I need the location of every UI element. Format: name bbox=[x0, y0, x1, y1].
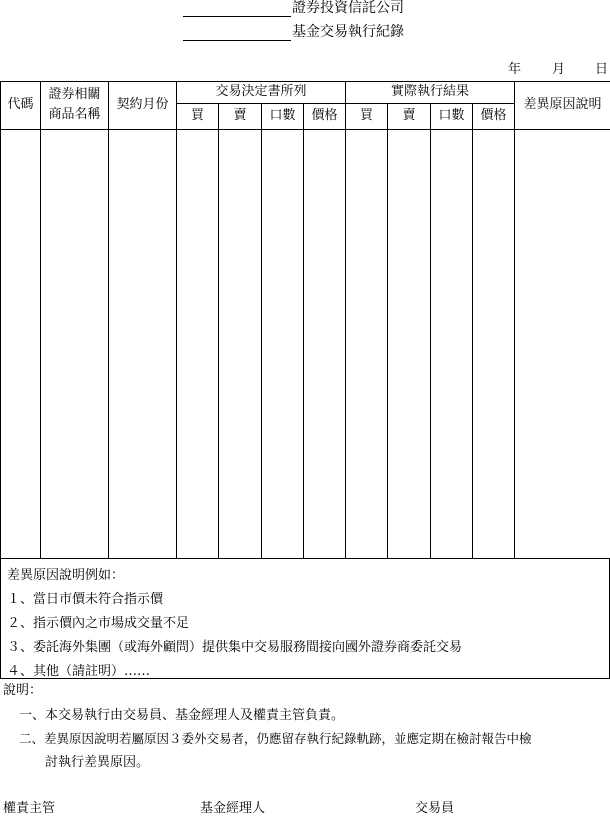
example-item-4: ４、其他（請註明）…… bbox=[7, 664, 151, 679]
example-item-1: １、當日市價未符合指示價 bbox=[7, 592, 164, 607]
header-decision-sell: 賣 bbox=[219, 104, 262, 130]
company-suffix: 證券投資信託公司 bbox=[292, 0, 404, 16]
header-product-name bbox=[41, 82, 109, 130]
company-name-blank[interactable] bbox=[183, 16, 291, 17]
header-diff-reason: 差異原因說明 bbox=[515, 82, 610, 130]
header-decision-group: 交易決定書所列 bbox=[177, 82, 346, 104]
header-actual-lots: 口數 bbox=[431, 104, 473, 130]
entry-actual-buy-cell[interactable] bbox=[346, 130, 388, 559]
header-code: 代碼 bbox=[1, 82, 41, 130]
header-actual-price: 價格 bbox=[473, 104, 515, 130]
entry-actual-lots-cell[interactable] bbox=[431, 130, 473, 559]
date-day-label: 日 bbox=[595, 62, 609, 77]
entry-decision-sell-cell[interactable] bbox=[219, 130, 262, 559]
header-product-line1: 證券相關 bbox=[48, 87, 101, 103]
signature-fund-manager: 基金經理人 bbox=[200, 801, 266, 816]
execution-record-table bbox=[0, 81, 610, 559]
header-decision-lots: 口數 bbox=[262, 104, 304, 130]
example-item-2: ２、指示價內之市場成交量不足 bbox=[7, 616, 190, 631]
header-actual-sell: 賣 bbox=[388, 104, 431, 130]
entry-contract-month-cell[interactable] bbox=[109, 130, 177, 559]
entry-diff-reason-cell[interactable] bbox=[515, 130, 610, 559]
date-year-label: 年 bbox=[508, 62, 522, 77]
note-item-2-line2: 討執行差異原因。 bbox=[45, 755, 150, 770]
note-item-2-line1: 二、差異原因說明若屬原因３委外交易者，仍應留存執行紀錄軌跡，並應定期在檢討報告中檢 bbox=[19, 731, 532, 746]
header-product-line2: 商品名稱 bbox=[48, 107, 101, 122]
entry-decision-price-cell[interactable] bbox=[304, 130, 346, 559]
entry-decision-lots-cell[interactable] bbox=[262, 130, 304, 559]
date-month-label: 月 bbox=[552, 62, 566, 77]
header-actual-buy: 買 bbox=[346, 104, 388, 130]
entry-code-cell[interactable] bbox=[1, 130, 41, 559]
notes-heading: 說明： bbox=[3, 683, 43, 698]
note-item-1: 一、本交易執行由交易員、基金經理人及權責主管負責。 bbox=[19, 708, 345, 723]
record-title: 基金交易執行紀錄 bbox=[292, 24, 404, 40]
entry-actual-price-cell[interactable] bbox=[473, 130, 515, 559]
header-actual-group: 實際執行結果 bbox=[346, 82, 515, 104]
header-contract-month: 契約月份 bbox=[109, 82, 177, 130]
signature-trader: 交易員 bbox=[415, 801, 455, 816]
examples-heading: 差異原因說明例如： bbox=[7, 568, 125, 583]
fund-name-blank[interactable] bbox=[183, 40, 291, 41]
entry-decision-buy-cell[interactable] bbox=[177, 130, 219, 559]
entry-row bbox=[1, 130, 610, 559]
diff-reason-examples bbox=[0, 558, 610, 679]
signature-supervisor: 權責主管 bbox=[3, 801, 56, 816]
header-decision-price: 價格 bbox=[304, 104, 346, 130]
example-item-3: ３、委託海外集團（或海外顧問）提供集中交易服務間接向國外證券商委託交易 bbox=[7, 640, 463, 655]
entry-actual-sell-cell[interactable] bbox=[388, 130, 431, 559]
entry-product-cell[interactable] bbox=[41, 130, 109, 559]
header-decision-buy: 買 bbox=[177, 104, 219, 130]
